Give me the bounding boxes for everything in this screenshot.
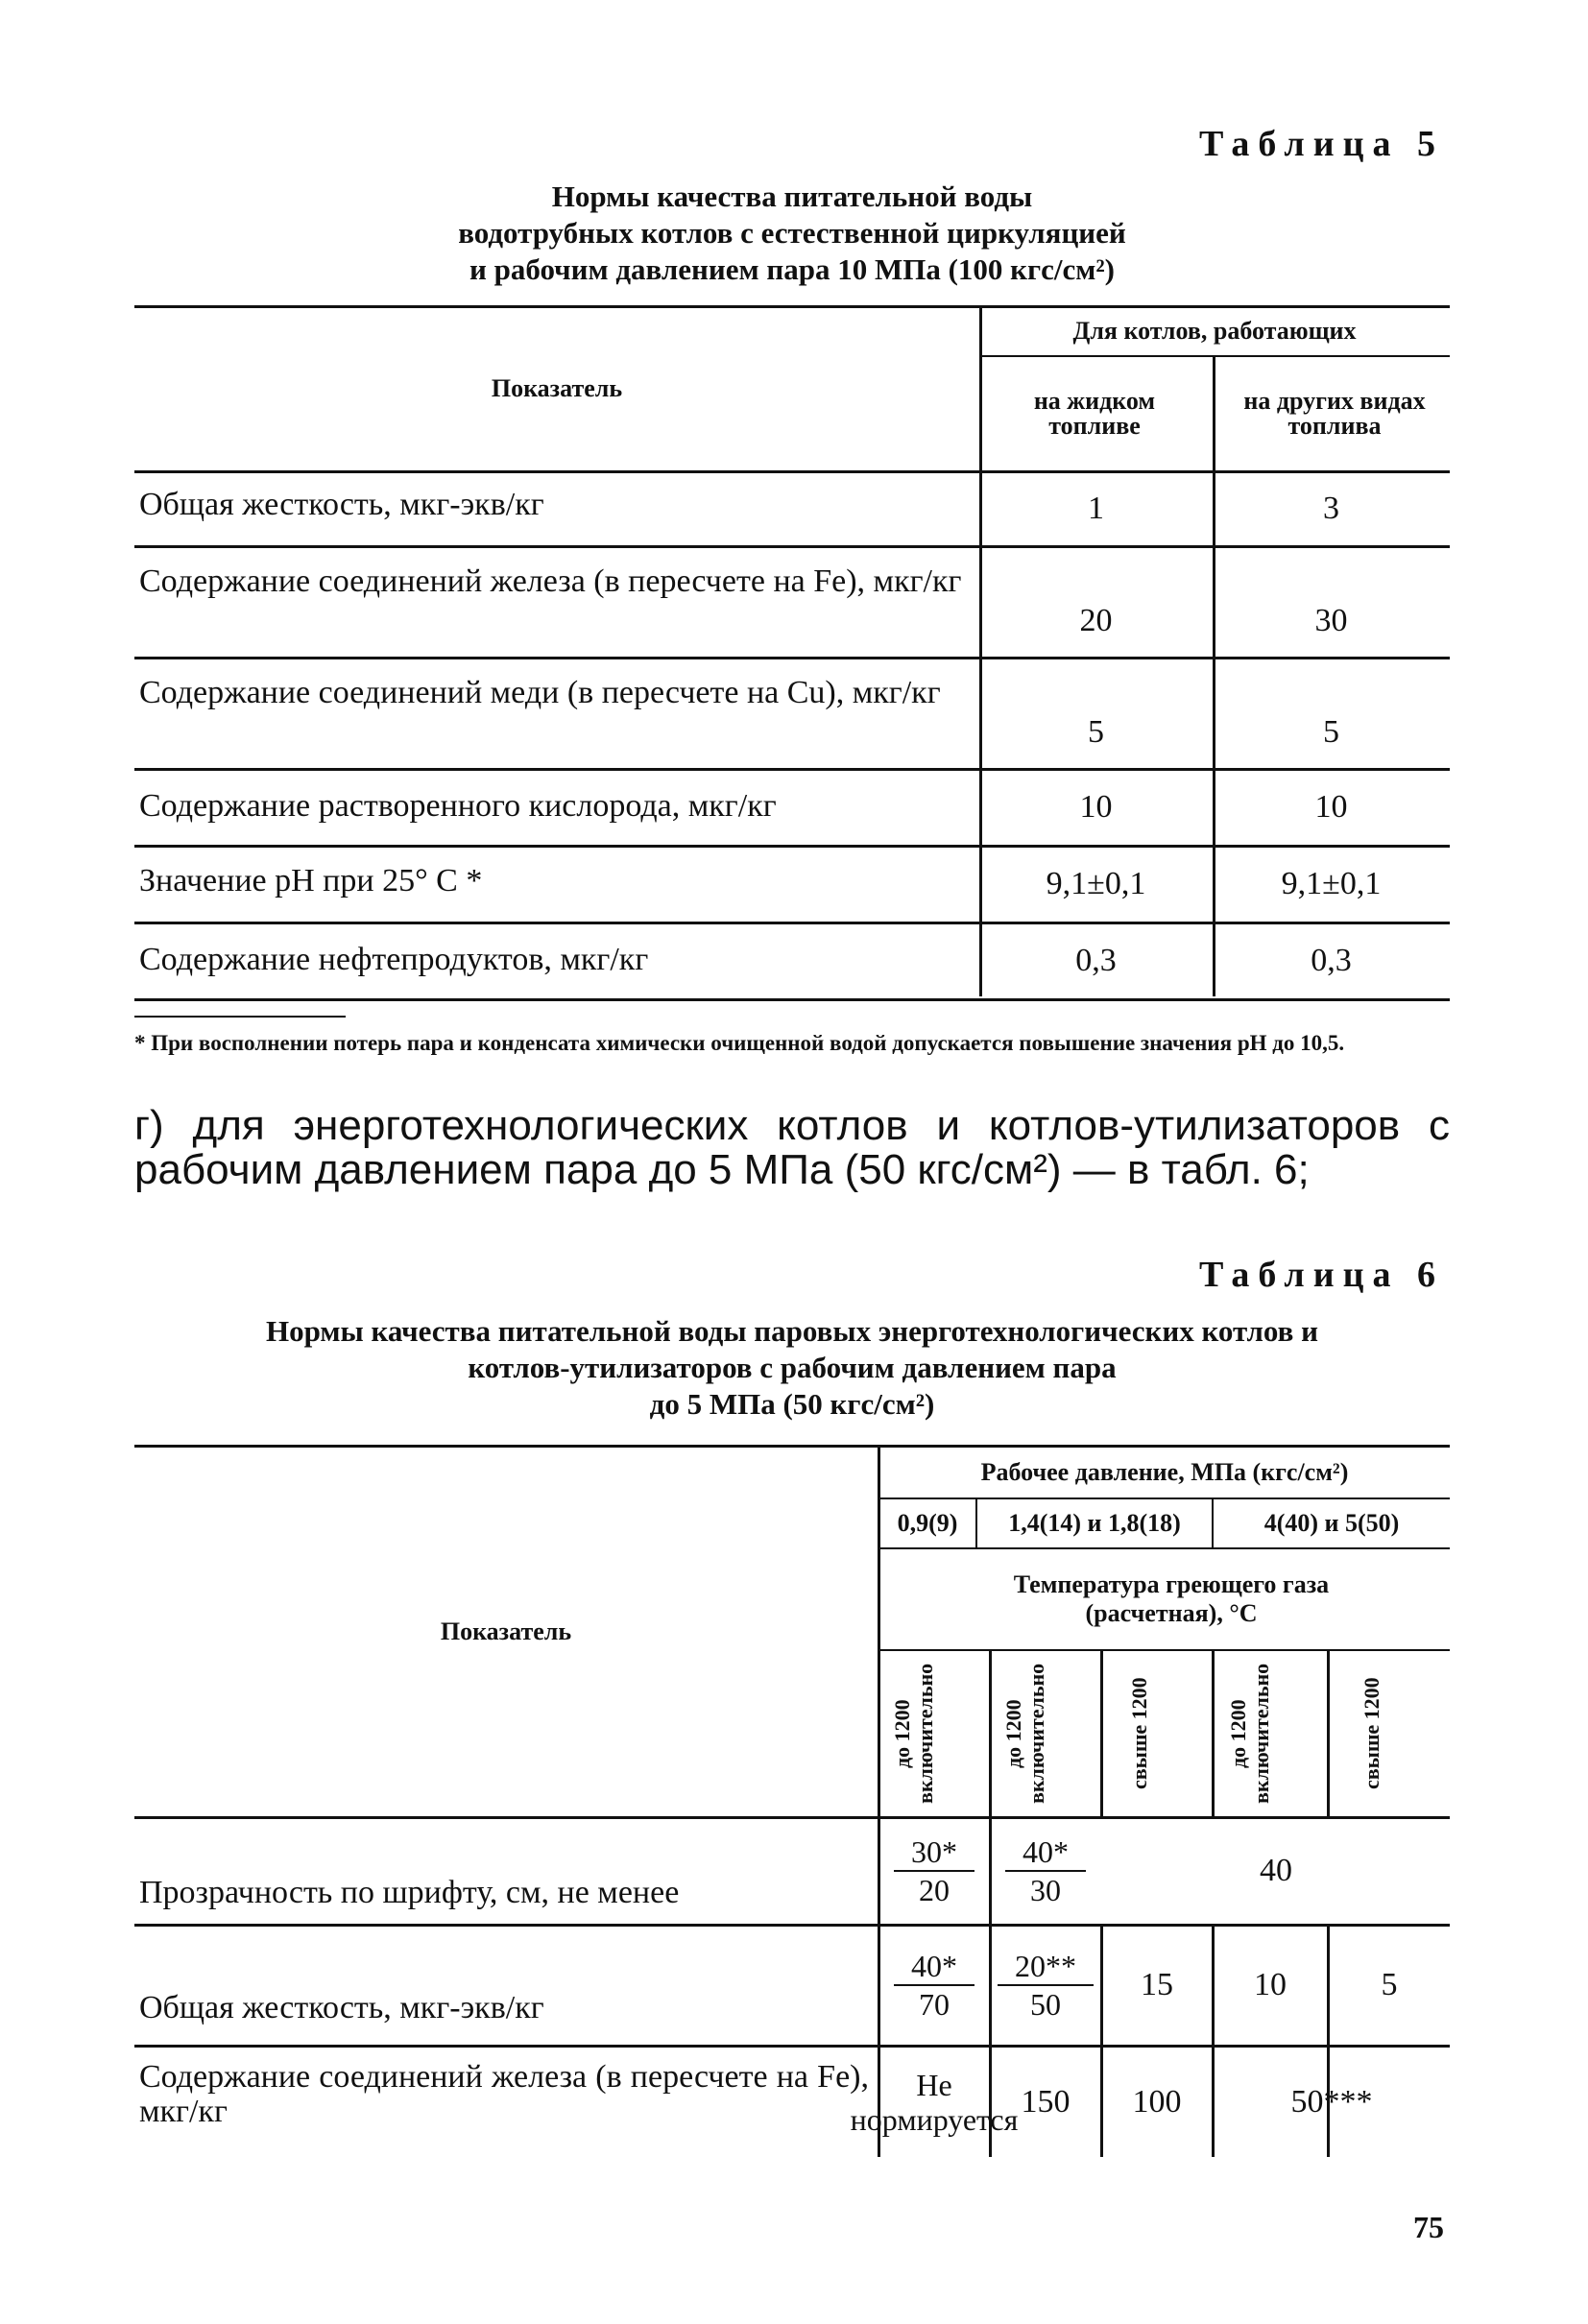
table5-title-line: водотрубных котлов с естественной циркуляцией (458, 216, 1126, 250)
table6-cell: 100 (1132, 2083, 1182, 2120)
table6-row-label: Содержание соединений железа (в пересчете на Fe), мкг/кг (139, 2059, 869, 2129)
table6-header-pressure: Рабочее давление, МПа (кгс/см²) (980, 1457, 1349, 1486)
table5-cell: 20 (1079, 603, 1113, 638)
table6-header-t4-cell (1214, 1651, 1327, 1816)
table5-row-rule (134, 545, 1450, 548)
table6-cell: 5 (1381, 1967, 1398, 2002)
table6-header-t2-cell (991, 1651, 1100, 1816)
table6-title (134, 1313, 1450, 1423)
body-paragraph: г) для энерготехнологических котлов и котлов-утилизаторов с рабочим давлением пара до 5 МПа (50 кгс/см²) — в табл. 6; (134, 1102, 1450, 1193)
table5-row-label: Содержание соединений меди (в пересчете на Cu), мкг/кг (139, 675, 941, 710)
table6-header-temp: Температура греющего газа (расчетная), °С (1013, 1570, 1330, 1627)
fraction-numerator: 40* (1005, 1833, 1086, 1872)
table6-cell: 10 (1254, 1967, 1287, 2002)
fraction (1005, 1833, 1086, 1908)
table5-title-line: и рабочим давлением пара 10 МПа (100 кгс/см²) (469, 252, 1115, 286)
table6-header-p2: 1,4(14) и 1,8(18) (1008, 1509, 1181, 1537)
fraction-denominator: 30 (1030, 1873, 1061, 1907)
table5-cell: 0,3 (1311, 943, 1352, 978)
fraction (894, 1948, 974, 2023)
table6-cell: 15 (1141, 1967, 1173, 2002)
table6-cell: Не нормируется (850, 2067, 1019, 2137)
table5-header-group: Для котлов, работающих (1072, 317, 1357, 345)
table6-cell-merged: 40 (1260, 1853, 1292, 1888)
fraction (894, 1833, 974, 1908)
table5-cell: 5 (1323, 714, 1339, 750)
table5-row-rule (134, 657, 1450, 659)
table5-footnote: * При восполнении потерь пара и конденсата химически очищенной водой допускается повышение значения pH до 10,5. (134, 1031, 1345, 1055)
table5-row-label: Содержание нефтепродуктов, мкг/кг (139, 942, 649, 977)
table5-cell: 1 (1088, 491, 1104, 526)
table6-title-line: до 5 МПа (50 кгс/см²) (649, 1387, 935, 1421)
table5-title-line: Нормы качества питательной воды (551, 180, 1033, 213)
table5-bottom-rule (134, 998, 1450, 1001)
table6-header-t5-cell (1329, 1651, 1450, 1816)
fraction-denominator: 50 (1030, 1987, 1061, 2022)
fraction-numerator: 20** (998, 1948, 1094, 1986)
table6-header-indicator: Показатель (440, 1617, 572, 1645)
table5-row-label: Значение pH при 25° C * (139, 863, 483, 898)
fraction-denominator: 70 (919, 1987, 950, 2022)
page-number: 75 (1413, 2210, 1444, 2244)
table6-header-t3-cell (1102, 1651, 1212, 1816)
table5-row-label: Общая жесткость, мкг-экв/кг (139, 487, 544, 522)
table6-cell: 50*** (1290, 2083, 1373, 2120)
table5-cell: 10 (1079, 789, 1113, 825)
table5-row-label: Содержание растворенного кислорода, мкг/кг (139, 788, 777, 824)
table5-header-col1: на жидком топливе (1033, 387, 1156, 440)
table6-header-t1: до 1200 включительно (890, 1663, 937, 1805)
fraction-numerator: 30* (894, 1833, 974, 1872)
table5-cell: 9,1±0,1 (1046, 866, 1146, 901)
table6-title-line: Нормы качества питательной воды паровых энерготехнологических котлов и (266, 1314, 1318, 1348)
table5-cell: 30 (1314, 603, 1348, 638)
table6-cell-fraction (879, 1818, 989, 1924)
table6-header-p3: 4(40) и 5(50) (1263, 1509, 1400, 1537)
table5-header-indicator: Показатель (491, 374, 623, 402)
table5-title (134, 179, 1450, 288)
table6-cell: 150 (1021, 2083, 1071, 2120)
fraction-denominator: 20 (919, 1873, 950, 1907)
table6-cell-fraction (991, 1818, 1100, 1924)
table6-title-line: котлов-утилизаторов с рабочим давлением пара (468, 1351, 1117, 1384)
table6-header-t3: свыше 1200 (1127, 1677, 1151, 1790)
table5-row-label: Содержание соединений железа (в пересчете на Fe), мкг/кг (139, 563, 962, 599)
fraction (998, 1948, 1094, 2023)
table6-header-t1-cell (879, 1651, 989, 1816)
table6-header-p1: 0,9(9) (897, 1509, 958, 1537)
table6-label: Таблица 6 (1198, 1255, 1444, 1295)
table5-cell: 3 (1323, 491, 1339, 526)
table6-header-t4: до 1200 включительно (1226, 1663, 1273, 1805)
table6-cell-fraction (991, 1926, 1100, 2045)
table5-label: Таблица 5 (1198, 124, 1444, 164)
table5-cell: 9,1±0,1 (1281, 866, 1382, 901)
table6-cell-fraction (879, 1926, 989, 2045)
footnote-rule (134, 1016, 346, 1018)
table6-header-t5: свыше 1200 (1359, 1677, 1383, 1790)
table6-row-label: Прозрачность по шрифту, см, не менее (139, 1875, 680, 1910)
table6-row-label: Общая жесткость, мкг-экв/кг (139, 1990, 544, 2025)
fraction-numerator: 40* (894, 1948, 974, 1986)
table5-header-col2: на других видах топлива (1243, 387, 1426, 440)
table5-cell: 5 (1088, 714, 1104, 750)
table5-cell: 10 (1314, 789, 1348, 825)
table6-header-t2: до 1200 включительно (1001, 1663, 1048, 1805)
table5-cell: 0,3 (1075, 943, 1117, 978)
